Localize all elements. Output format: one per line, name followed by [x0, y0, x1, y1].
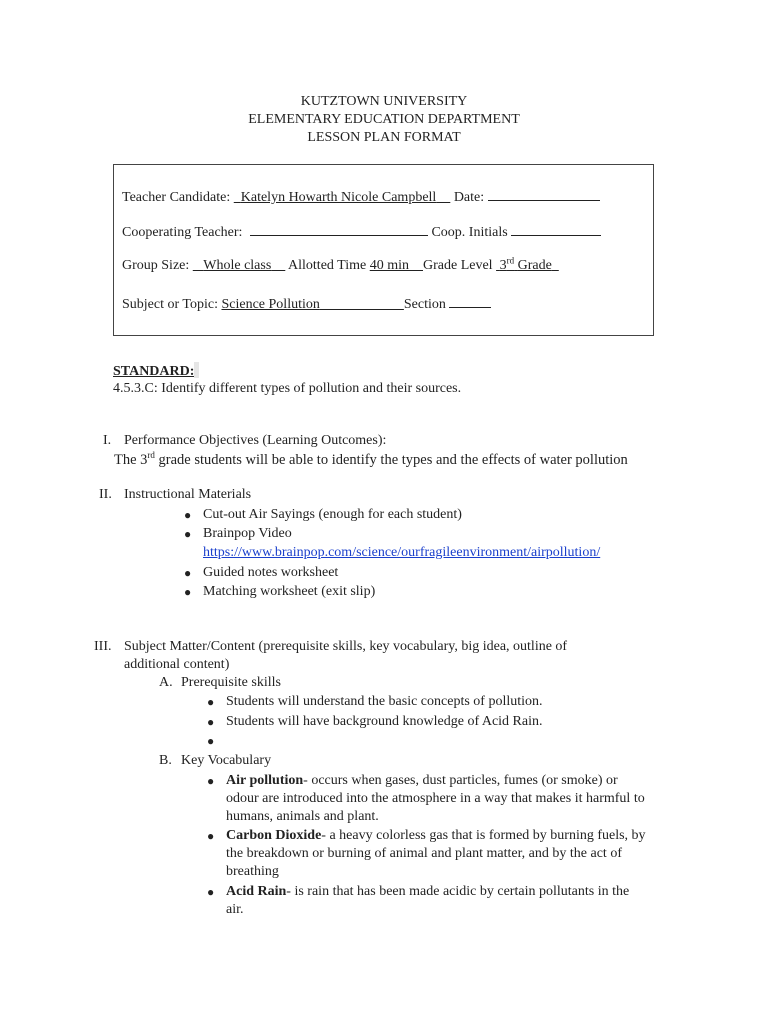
- header-format: LESSON PLAN FORMAT: [307, 130, 461, 145]
- standard-text: 4.5.3.C: Identify different types of pollution and their sources.: [113, 381, 462, 396]
- teacher-row: [122, 187, 600, 206]
- bullet-icon: ●: [184, 585, 192, 599]
- time-value: 40 min: [369, 258, 409, 273]
- material-item: Matching worksheet (exit slip): [203, 584, 376, 599]
- material-item: Brainpop Video: [203, 526, 292, 541]
- bullet-icon: ●: [184, 508, 192, 522]
- coop-label: Cooperating Teacher:: [122, 225, 243, 240]
- vocab-item-acid-rain: Acid Rain- is rain that has been made acidic by certain pollutants in the air.: [226, 884, 630, 917]
- grade-value: 3rd Grade: [499, 255, 552, 273]
- prereq-item: Students will understand the basic concepts of pollution.: [226, 694, 543, 709]
- brainpop-link[interactable]: https://www.brainpop.com/science/ourfragileenvironment/airpollution/: [203, 545, 601, 560]
- teacher-label: Teacher Candidate:: [122, 190, 231, 205]
- section-blank: [449, 294, 491, 308]
- bullet-icon: ●: [207, 885, 215, 899]
- time-label: Allotted Time: [288, 258, 367, 273]
- prereq-item: Students will have background knowledge of Acid Rain.: [226, 714, 543, 729]
- highlight-mark: [194, 362, 199, 378]
- header-university: KUTZTOWN UNIVERSITY: [300, 94, 468, 109]
- coop-blank: [250, 222, 428, 236]
- bullet-icon: ●: [184, 527, 192, 541]
- material-item: Guided notes worksheet: [203, 565, 339, 580]
- coop-initials-blank: [511, 222, 601, 236]
- section-3-title-line2: additional content): [124, 657, 230, 672]
- standard-label: STANDARD:: [113, 364, 195, 379]
- material-item: Cut-out Air Sayings (enough for each student): [203, 507, 462, 522]
- section-label: Section: [403, 297, 446, 312]
- subsection-a-letter: A.: [159, 675, 173, 690]
- section-2-title: Instructional Materials: [124, 487, 252, 502]
- section-1-title: Performance Objectives (Learning Outcomes):: [124, 433, 387, 448]
- grade-label: Grade Level: [423, 258, 493, 273]
- teacher-value: Katelyn Howarth Nicole Campbell: [240, 190, 437, 205]
- vocab-item-air-pollution: Air pollution- occurs when gases, dust particles, fumes (or smoke) or odour are introduced into the atmosphere in a way that makes it harmful to humans, animals and plant.: [226, 773, 645, 824]
- section-2-numeral: II.: [99, 487, 112, 502]
- standard-heading: [113, 362, 199, 380]
- section-1-text: The 3rd grade students will be able to identify the types and the effects of water pollution: [114, 450, 628, 468]
- header-department: ELEMENTARY EDUCATION DEPARTMENT: [248, 112, 520, 127]
- date-label: Date:: [453, 190, 485, 205]
- bullet-icon: ●: [184, 566, 192, 580]
- section-3-title-line1: Subject Matter/Content (prerequisite skills, key vocabulary, big idea, outline of: [124, 639, 568, 654]
- vocab-item-carbon-dioxide: Carbon Dioxide- a heavy colorless gas that is formed by burning fuels, by the breakdown or burning of animal and plant matter, and by the act of breathing: [226, 828, 646, 879]
- subject-row: [122, 294, 491, 313]
- subject-value: Science Pollution: [221, 297, 320, 312]
- coop-initials-label: Coop. Initials: [431, 225, 508, 240]
- coop-row: [122, 222, 601, 241]
- group-row: [122, 255, 559, 274]
- subsection-b-letter: B.: [159, 753, 172, 768]
- bullet-icon: ●: [207, 774, 215, 788]
- bullet-icon: ●: [207, 695, 215, 709]
- group-label: Group Size:: [122, 258, 190, 273]
- subsection-a-title: Prerequisite skills: [181, 675, 281, 690]
- section-1-numeral: I.: [103, 433, 112, 448]
- bullet-icon: ●: [207, 734, 215, 748]
- bullet-icon: ●: [207, 715, 215, 729]
- subject-label: Subject or Topic:: [122, 297, 218, 312]
- section-3-numeral: III.: [94, 639, 112, 654]
- subsection-b-title: Key Vocabulary: [181, 753, 272, 768]
- bullet-icon: ●: [207, 829, 215, 843]
- group-value: Whole class: [203, 258, 272, 273]
- date-blank: [488, 187, 600, 201]
